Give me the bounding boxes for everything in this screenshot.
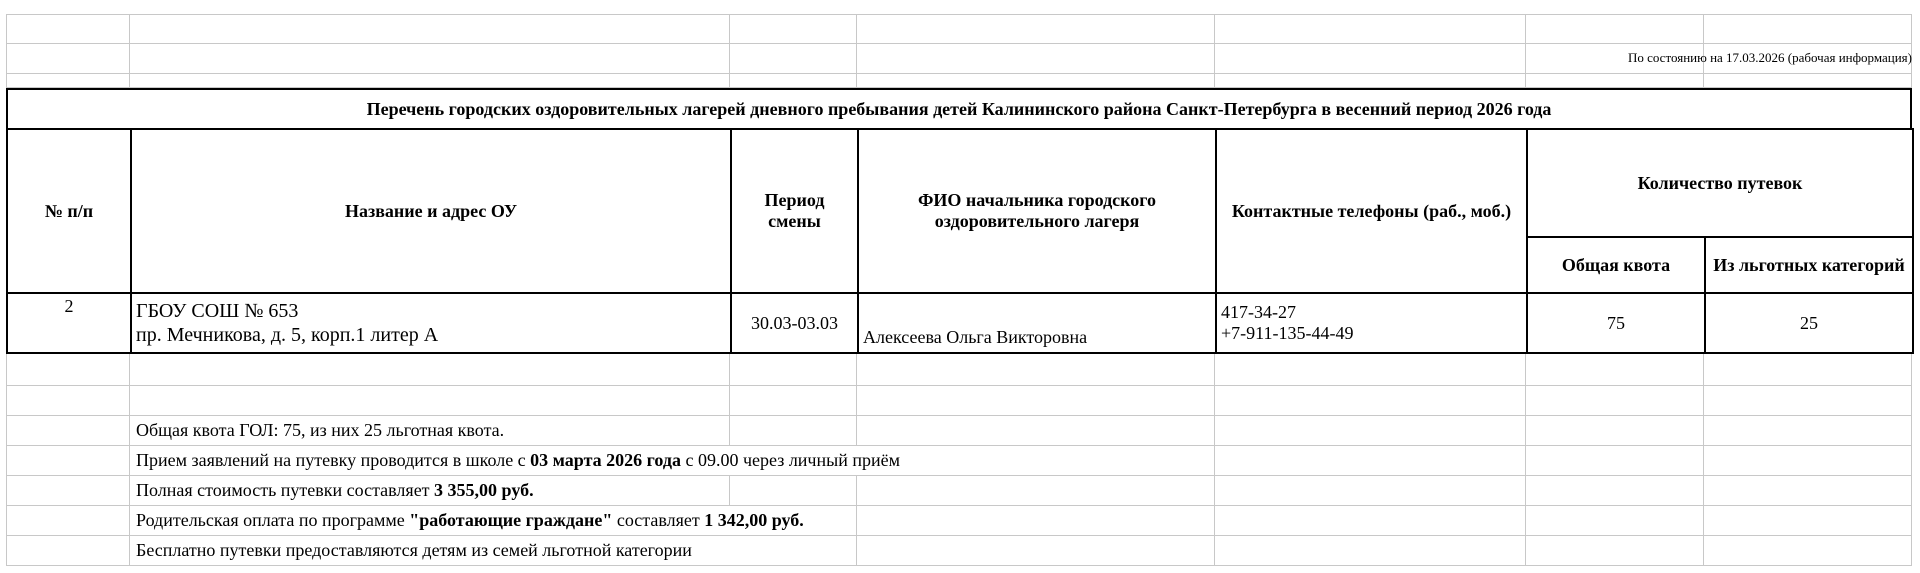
cell[interactable] <box>1215 416 1526 446</box>
cell[interactable] <box>730 44 857 74</box>
header-row <box>7 129 1913 237</box>
cell[interactable] <box>130 14 730 44</box>
cell-quota-total[interactable]: 75 <box>1527 293 1705 353</box>
cell[interactable] <box>857 44 1215 74</box>
empty-row <box>6 74 1912 88</box>
parent-value: 1 342,00 руб. <box>704 510 804 530</box>
header-head[interactable]: ФИО начальника городского оздоровительного лагеря <box>858 129 1216 293</box>
ou-name: ГБОУ СОШ № 653 <box>136 300 299 322</box>
cell[interactable] <box>730 386 857 416</box>
spreadsheet <box>6 14 1912 566</box>
cell[interactable] <box>1704 476 1912 506</box>
cell-quota-privileged[interactable]: 25 <box>1705 293 1913 353</box>
cell[interactable] <box>1215 536 1526 566</box>
cell[interactable] <box>857 14 1215 44</box>
cell[interactable] <box>1526 386 1704 416</box>
info-row <box>6 536 1912 566</box>
cell[interactable] <box>6 536 130 566</box>
empty-row <box>6 354 1912 386</box>
cell[interactable] <box>730 354 857 386</box>
cell[interactable] <box>6 476 130 506</box>
cell[interactable] <box>857 386 1215 416</box>
cell[interactable] <box>730 14 857 44</box>
cell[interactable] <box>857 536 1215 566</box>
info-application-line[interactable] <box>130 446 1215 476</box>
phone-work: 417-34-27 <box>1221 302 1296 322</box>
cell[interactable] <box>1215 506 1526 536</box>
info-free-line[interactable]: Бесплатно путевки предоставляются детям из семей льготной категории <box>130 536 857 566</box>
cell-name[interactable] <box>131 293 731 353</box>
cell[interactable] <box>6 14 130 44</box>
parent-middle: составляет <box>612 510 705 530</box>
cell[interactable] <box>857 506 1215 536</box>
cell[interactable] <box>1215 354 1526 386</box>
cell[interactable] <box>1704 446 1912 476</box>
header-quota-total[interactable]: Общая квота <box>1527 237 1705 293</box>
cell[interactable] <box>857 476 1215 506</box>
status-note: По состоянию на 17.03.2026 (рабочая информация) <box>1627 50 1912 65</box>
cell[interactable] <box>1215 44 1526 74</box>
cell-head[interactable]: Алексеева Ольга Викторовна <box>858 293 1216 353</box>
cell[interactable] <box>1526 536 1704 566</box>
info-parent-line[interactable] <box>130 506 857 536</box>
cell[interactable] <box>730 476 857 506</box>
cell[interactable] <box>1215 446 1526 476</box>
cell[interactable] <box>130 74 730 88</box>
cell-phones[interactable] <box>1216 293 1527 353</box>
info-row <box>6 476 1912 506</box>
cell[interactable] <box>730 74 857 88</box>
phone-mobile: +7-911-135-44-49 <box>1221 323 1354 343</box>
ou-address: пр. Мечникова, д. 5, корп.1 литер А <box>136 324 439 346</box>
header-vouchers[interactable]: Количество путевок <box>1527 129 1913 237</box>
cell[interactable] <box>1704 506 1912 536</box>
cell[interactable] <box>1526 416 1704 446</box>
cell[interactable] <box>6 416 130 446</box>
parent-program: "работающие граждане" <box>409 510 613 530</box>
cell[interactable] <box>1215 14 1526 44</box>
empty-row <box>6 386 1912 416</box>
cell[interactable] <box>130 354 730 386</box>
cell[interactable] <box>1704 14 1912 44</box>
header-name[interactable]: Название и адрес ОУ <box>131 129 731 293</box>
cost-prefix: Полная стоимость путевки составляет <box>136 480 435 500</box>
cell[interactable] <box>1526 446 1704 476</box>
info-row <box>6 446 1912 476</box>
info-cost-line[interactable] <box>130 476 730 506</box>
cell-num[interactable]: 2 <box>7 293 131 353</box>
application-date: 03 марта 2026 года <box>530 450 681 470</box>
cell[interactable] <box>857 354 1215 386</box>
info-quota-line[interactable]: Общая квота ГОЛ: 75, из них 25 льготная квота. <box>130 416 730 446</box>
cell[interactable] <box>130 386 730 416</box>
header-num[interactable]: № п/п <box>7 129 131 293</box>
cell[interactable] <box>1704 386 1912 416</box>
cell[interactable] <box>6 506 130 536</box>
cell[interactable] <box>1215 476 1526 506</box>
header-period[interactable]: Период смены <box>731 129 858 293</box>
camps-table <box>6 128 1914 354</box>
info-row <box>6 416 1912 446</box>
cell[interactable] <box>6 446 130 476</box>
cell[interactable] <box>1526 354 1704 386</box>
cell[interactable] <box>6 386 130 416</box>
cell[interactable] <box>1704 536 1912 566</box>
cell[interactable] <box>1215 74 1526 88</box>
page-title: Перечень городских оздоровительных лагерей дневного пребывания детей Калининского района Санкт-Петербурга в весенний период 2026 года <box>6 88 1912 128</box>
cell[interactable] <box>1526 476 1704 506</box>
cell[interactable] <box>1704 74 1912 88</box>
header-quota-privileged[interactable]: Из льготных категорий <box>1705 237 1913 293</box>
parent-prefix: Родительская оплата по программе <box>136 510 410 530</box>
cell[interactable] <box>857 416 1215 446</box>
cell[interactable] <box>1215 386 1526 416</box>
info-row <box>6 506 1912 536</box>
cell[interactable] <box>6 74 130 88</box>
empty-row <box>6 14 1912 44</box>
cell[interactable] <box>6 354 130 386</box>
header-phones[interactable]: Контактные телефоны (раб., моб.) <box>1216 129 1527 293</box>
cell[interactable] <box>1704 416 1912 446</box>
cell[interactable] <box>1526 14 1704 44</box>
table-row <box>7 293 1913 353</box>
cell[interactable] <box>857 74 1215 88</box>
cell[interactable] <box>6 44 130 74</box>
cell[interactable] <box>130 44 730 74</box>
cell[interactable] <box>1526 74 1704 88</box>
cell[interactable] <box>730 416 857 446</box>
cost-value: 3 355,00 руб. <box>434 480 534 500</box>
cell[interactable] <box>1526 506 1704 536</box>
application-suffix: с 09.00 через личный приём <box>680 450 900 470</box>
application-prefix: Прием заявлений на путевку проводится в школе с <box>136 450 531 470</box>
cell[interactable] <box>1704 354 1912 386</box>
cell-period[interactable]: 30.03-03.03 <box>731 293 858 353</box>
status-row <box>6 44 1912 74</box>
